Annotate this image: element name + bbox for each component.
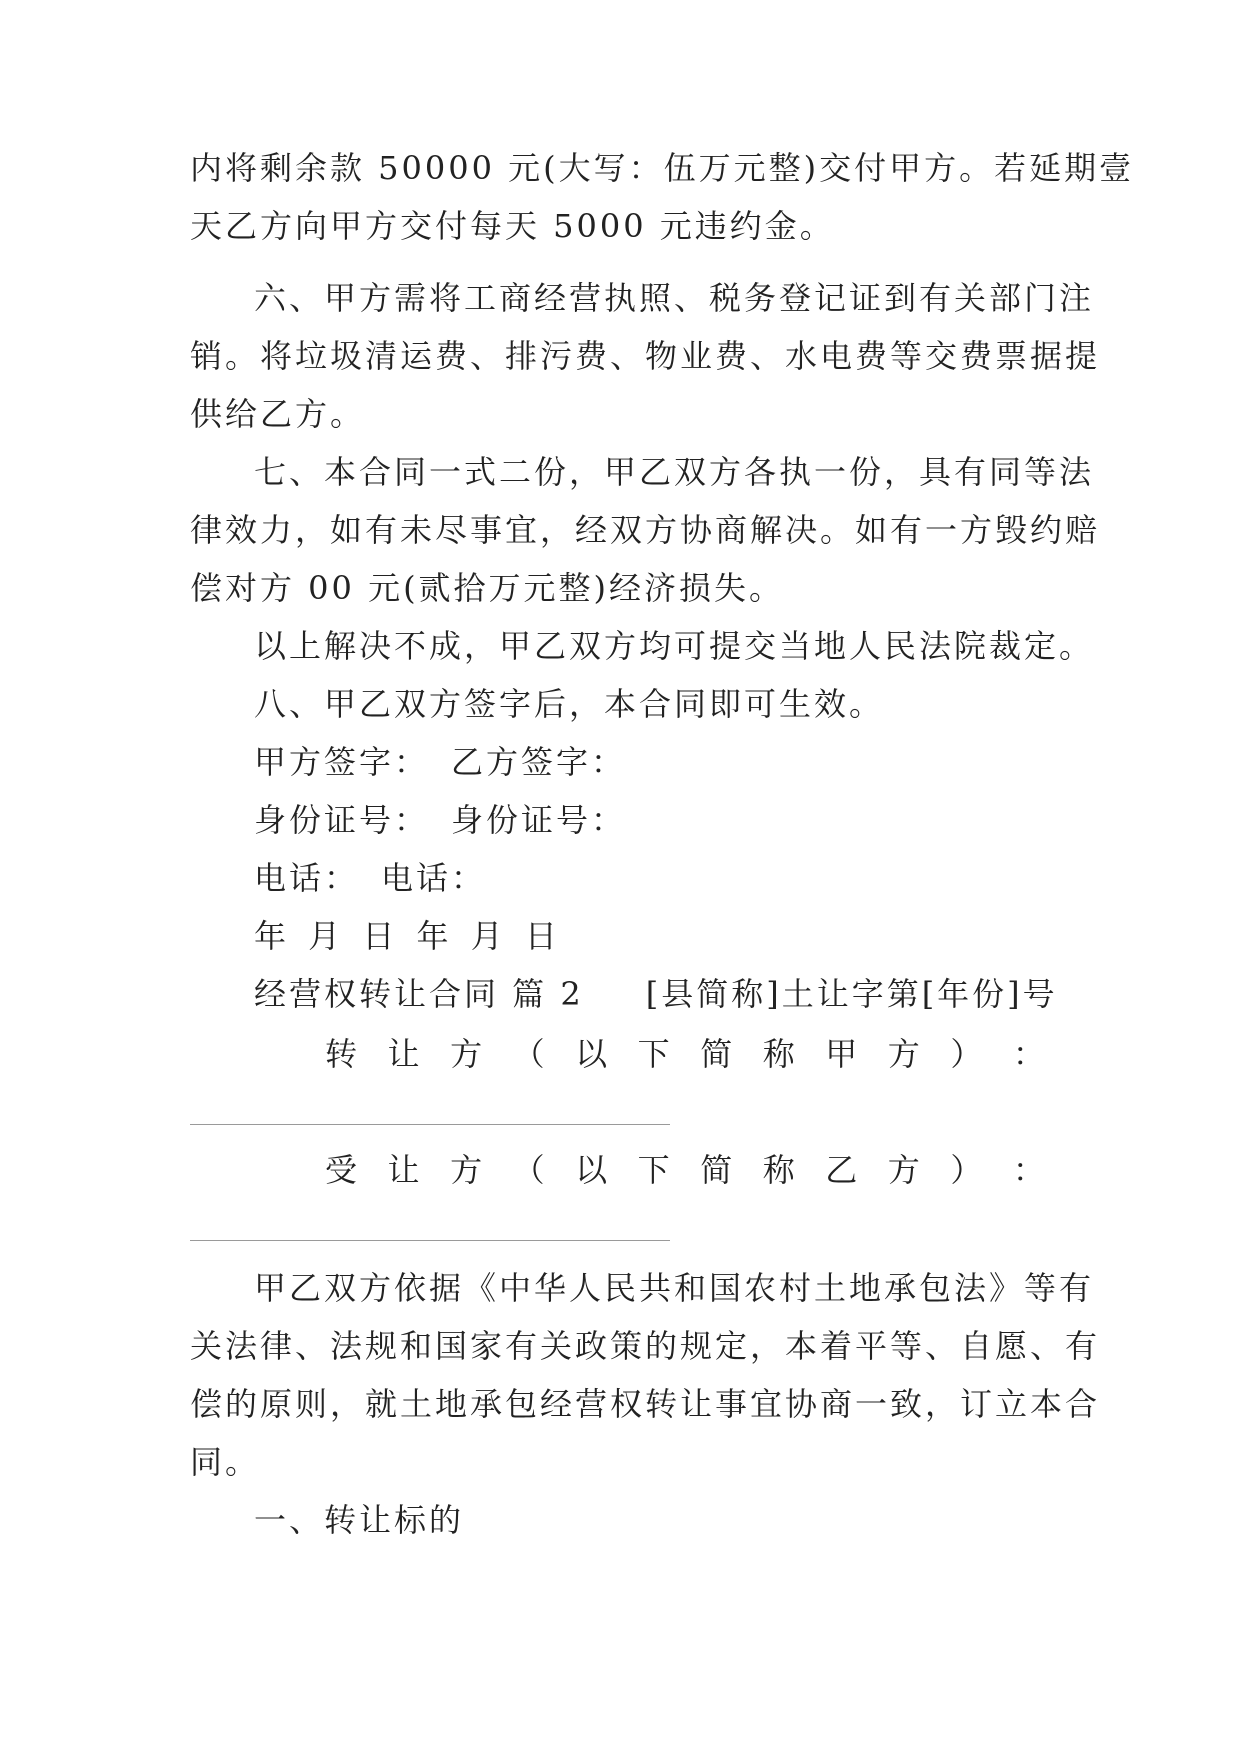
transferor-char: ） — [950, 1035, 983, 1073]
party-b-sign-label: 乙方签字： — [451, 743, 627, 781]
intro-line: 偿的原则，就土地承包经营权转让事宜协商一致，订立本合 — [190, 1385, 1101, 1423]
transferee-char: 称 — [762, 1151, 795, 1189]
transferee-char: 乙 — [825, 1151, 858, 1189]
transferee-char: 方 — [887, 1151, 920, 1189]
transferee-char: 让 — [387, 1151, 420, 1189]
paragraph-line: 天乙方向甲方交付每天 5000 元违约金。 — [190, 207, 835, 245]
party-b-phone-label: 电话： — [381, 859, 487, 897]
dispute-line: 以上解决不成，甲乙双方均可提交当地人民法院裁定。 — [254, 627, 1095, 665]
phone-row — [254, 858, 486, 898]
transferee-char: 以 — [575, 1151, 608, 1189]
id-row — [254, 800, 626, 840]
transferor-char: 方 — [887, 1035, 920, 1073]
transferor-char: 方 — [450, 1035, 483, 1073]
transferor-char: 以 — [575, 1035, 608, 1073]
party-a-phone-label: 电话： — [254, 859, 360, 897]
intro-line: 同。 — [190, 1443, 261, 1481]
transferor-char: ： — [1012, 1035, 1045, 1073]
transferor-char: 简 — [700, 1035, 733, 1073]
transferee-char: （ — [512, 1151, 545, 1189]
clause-six-line: 六、甲方需将工商经营执照、税务登记证到有关部门注 — [254, 279, 1095, 317]
transferee-char: ） — [950, 1151, 983, 1189]
party-a-id-label: 身份证号： — [254, 801, 430, 839]
transferor-char: （ — [512, 1035, 545, 1073]
party-b-id-label: 身份证号： — [451, 801, 627, 839]
clause-eight-line: 八、甲乙双方签字后，本合同即可生效。 — [254, 685, 885, 723]
transferee-char: 受 — [325, 1151, 358, 1189]
transferee-blank-line — [190, 1240, 670, 1241]
paragraph-line: 供给乙方。 — [190, 395, 366, 433]
transferor-char: 转 — [325, 1035, 358, 1073]
transferor-char: 甲 — [825, 1035, 858, 1073]
section-title: 经营权转让合同 篇 2 — [254, 975, 584, 1013]
transferor-blank-line — [190, 1124, 670, 1125]
signature-row — [254, 742, 626, 782]
clause-seven-line: 七、本合同一式二份，甲乙双方各执一份，具有同等法 — [254, 453, 1095, 491]
transferor-char: 让 — [387, 1035, 420, 1073]
party-a-sign-label: 甲方签字： — [254, 743, 430, 781]
section-title-row — [254, 974, 1058, 1014]
transferee-char: 下 — [637, 1151, 670, 1189]
intro-line: 甲乙双方依据《中华人民共和国农村土地承包法》等有 — [254, 1269, 1095, 1307]
transferor-char: 称 — [762, 1035, 795, 1073]
section-one-heading: 一、转让标的 — [254, 1501, 465, 1539]
paragraph-line: 偿对方 00 元(贰拾万元整)经济损失。 — [190, 569, 785, 607]
transferor-char: 下 — [637, 1035, 670, 1073]
transferee-char: ： — [1012, 1151, 1045, 1189]
date-row: 年 月 日 年 月 日 — [254, 917, 563, 955]
paragraph-line: 内将剩余款 50000 元(大写：伍万元整)交付甲方。若延期壹 — [190, 149, 1135, 187]
paragraph-line: 律效力，如有未尽事宜，经双方协商解决。如有一方毁约赔 — [190, 511, 1101, 549]
transferor-line — [325, 1034, 1045, 1074]
intro-line: 关法律、法规和国家有关政策的规定，本着平等、自愿、有 — [190, 1327, 1101, 1365]
transferee-line — [325, 1150, 1045, 1190]
paragraph-line: 销。将垃圾清运费、排污费、物业费、水电费等交费票据提 — [190, 337, 1101, 375]
transferee-char: 简 — [700, 1151, 733, 1189]
transferee-char: 方 — [450, 1151, 483, 1189]
document-number: [县简称]土让字第[年份]号 — [645, 975, 1058, 1013]
